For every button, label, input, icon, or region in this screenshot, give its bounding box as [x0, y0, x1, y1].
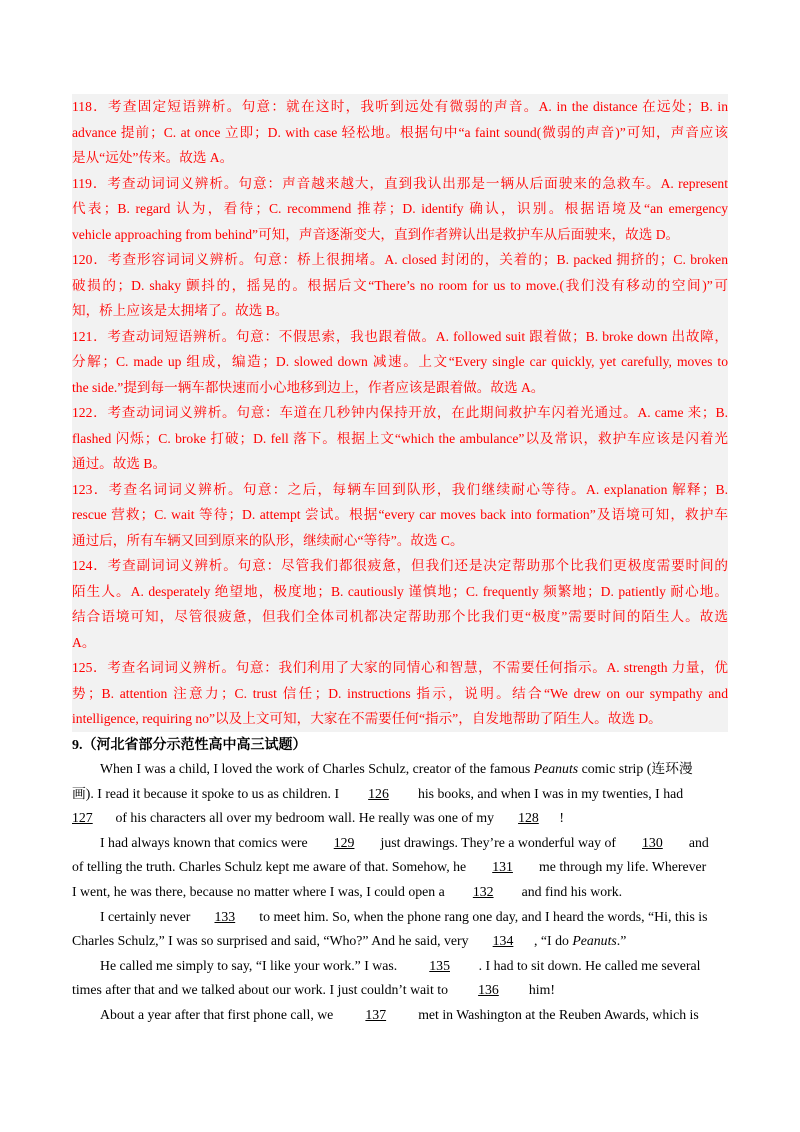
answer-line: 势；B. attention 注意力；C. trust 信任；D. instructions 指示，说明。结合“We drew on our sympathy and — [72, 685, 728, 701]
blank-136[interactable]: 136 — [478, 982, 499, 998]
answer-line: 125．考查名词词义辨析。句意：我们利用了大家的同情心和智慧，不需要任何指示。A. strength 力量，优 — [72, 660, 728, 675]
answer-line: 119．考查动词词义辨析。句意：声音越来越大，直到我认出那是一辆从后面驶来的急救车。A. represent — [72, 175, 728, 191]
answer-line: flashed 闪烁；C. broke 打破；D. fell 落下。根据上文“which the ambulance”以及常识，救护车应该是闪着光 — [72, 430, 728, 446]
cloze-passage — [72, 757, 728, 1028]
answer-line: 118．考查固定短语辨析。句意：就在这时，我听到远处有微弱的声音。A. in the distance 在远处；B. in — [72, 99, 728, 114]
passage-text: He called me simply to say, “I like your work.” I was. — [100, 957, 401, 973]
passage-line — [72, 806, 728, 831]
passage-text: and find his work. — [518, 883, 623, 899]
passage-text: 画). I read it because it spoke to us as children. I — [72, 785, 343, 801]
passage-text: Charles Schulz,” I was so surprised and said, “Who?” And he said, very — [72, 933, 473, 949]
passage-line — [72, 855, 728, 880]
passage-text: just drawings. They’re a wonderful way of — [377, 834, 620, 850]
answer-line: the side.”提到每一辆车都快速而小心地移到边上，作者应该是跟着做。故选 A。 — [72, 379, 545, 395]
passage-text: me through my life. Wherever — [535, 859, 707, 875]
passage-text: I went, he was there, because no matter where I was, I could open a — [72, 883, 449, 899]
passage-text: and — [685, 834, 709, 850]
passage-italic: Peanuts — [533, 761, 579, 776]
passage-line — [72, 831, 728, 856]
passage-text: to meet him. So, when the phone rang one day, and I heard the words, “Hi, this is — [255, 908, 708, 924]
blank-133[interactable]: 133 — [214, 908, 236, 924]
section-title: 9.（河北省部分示范性高中高三试题） — [72, 738, 307, 753]
answer-explanations — [72, 94, 728, 732]
passage-text: comic strip (连环漫 — [578, 761, 693, 776]
passage-line — [72, 905, 728, 930]
passage-text: of telling the truth. Charles Schulz kept me aware of that. Somehow, he — [72, 859, 470, 875]
passage-line — [72, 880, 728, 905]
passage-line — [72, 954, 728, 979]
blank-132[interactable]: 132 — [472, 883, 494, 899]
answer-line: rescue 营救；C. wait 等待；D. attempt 尝试。根据“every car moves back into formation”及语境可知，救护车 — [72, 507, 728, 522]
blank-128[interactable]: 128 — [518, 810, 539, 826]
answer-line: advance 提前；C. at once 立即；D. with case 轻松地。根据句中“a faint sound(微弱的声音)”可知，声音应该 — [72, 124, 728, 140]
passage-text: I had always known that comics were — [100, 834, 312, 850]
answer-line: 分解；C. made up 组成，编造；D. slowed down 减速。上文“Every single car quickly, yet carefully, moves to — [72, 354, 728, 369]
passage-text: ! — [559, 810, 565, 826]
passage-text: , “I do — [534, 933, 573, 949]
answer-line: 破损的；D. shaky 颤抖的，摇晃的。根据后文“There’s no room for us to move.(我们没有移动的空间)”可 — [72, 277, 728, 293]
blank-126[interactable]: 126 — [368, 785, 389, 801]
passage-line — [72, 782, 728, 807]
passage-text: him! — [525, 982, 555, 998]
passage-text: of his characters all over my bedroom wall. He really was one of my — [112, 810, 498, 826]
answer-line: 通过。故选 B。 — [72, 456, 167, 471]
passage-line — [72, 757, 728, 782]
blank-137[interactable]: 137 — [365, 1006, 387, 1022]
answer-line: intelligence, requiring no”以及上文可知，大家在不需要任何“指示”，自发地帮助了陌生人。故选 D。 — [72, 711, 662, 726]
answer-line: 通过后，所有车辆又回到原来的队形，继续耐心“等待”。故选 C。 — [72, 532, 464, 548]
blank-129[interactable]: 129 — [333, 834, 355, 850]
passage-italic: Peanuts — [572, 933, 617, 949]
answer-line: 122．考查动词词义辨析。句意：车道在几秒钟内保持开放，在此期间救护车闪着光通过。A. came 来；B. — [72, 405, 728, 420]
answer-line: 是从“远处”传来。故选 A。 — [72, 150, 234, 165]
answer-line: 120．考查形容词词义辨析。句意：桥上很拥堵。A. closed 封闭的，关着的；B. packed 拥挤的；C. broken — [72, 252, 728, 267]
answer-line: A。 — [72, 634, 96, 650]
answer-line: vehicle approaching from behind”可知，声音逐渐变大，直到作者辨认出是救护车从后面驶来，故选 D。 — [72, 226, 680, 242]
blank-127[interactable]: 127 — [72, 810, 93, 826]
passage-text: When I was a child, I loved the work of Charles Schulz, creator of the famous — [100, 761, 534, 776]
passage-text: About a year after that first phone call, we — [100, 1006, 337, 1022]
passage-text: met in Washington at the Reuben Awards, which is — [414, 1006, 699, 1022]
answer-line: 124．考查副词词义辨析。句意：尽管我们都很疲惫，但我们还是决定帮助那个比我们更极度需要时间的 — [72, 558, 728, 573]
passage-text: .” — [616, 933, 627, 949]
answer-line: 代表；B. regard 认为，看待；C. recommend 推荐；D. identify 确认，识别。根据语境及“an emergency — [72, 201, 728, 216]
blank-135[interactable]: 135 — [429, 957, 450, 973]
blank-131[interactable]: 131 — [492, 859, 513, 875]
answer-line: 知，桥上应该是太拥堵了。故选 B。 — [72, 303, 289, 318]
passage-text: I certainly never — [100, 908, 194, 924]
answer-line: 陌生人。A. desperately 绝望地，极度地；B. cautiously 谨慎地；C. frequently 频繁地；D. patiently 耐心地。 — [72, 583, 728, 599]
passage-line — [72, 978, 728, 1003]
passage-text: . I had to sit down. He called me several — [478, 957, 701, 973]
passage-line — [72, 1003, 728, 1028]
passage-text: times after that and we talked about our work. I just couldn’t wait to — [72, 982, 452, 998]
answer-line: 结合语境可知，尽管很疲惫，但我们全体司机都决定帮助那个比我们更“极度”需要时间的陌生人。故选 — [72, 609, 728, 624]
blank-130[interactable]: 130 — [642, 834, 663, 850]
answer-line: 123．考查名词词义辨析。句意：之后，每辆车回到队形，我们继续耐心等待。A. explanation 解释；B. — [72, 481, 728, 497]
passage-line — [72, 929, 728, 954]
answer-line: 121．考查动词短语辨析。句意：不假思索，我也跟着做。A. followed suit 跟着做；B. broke down 出故障， — [72, 328, 728, 344]
passage-text: his books, and when I was in my twenties, I had — [414, 785, 684, 801]
blank-134[interactable]: 134 — [492, 933, 514, 949]
